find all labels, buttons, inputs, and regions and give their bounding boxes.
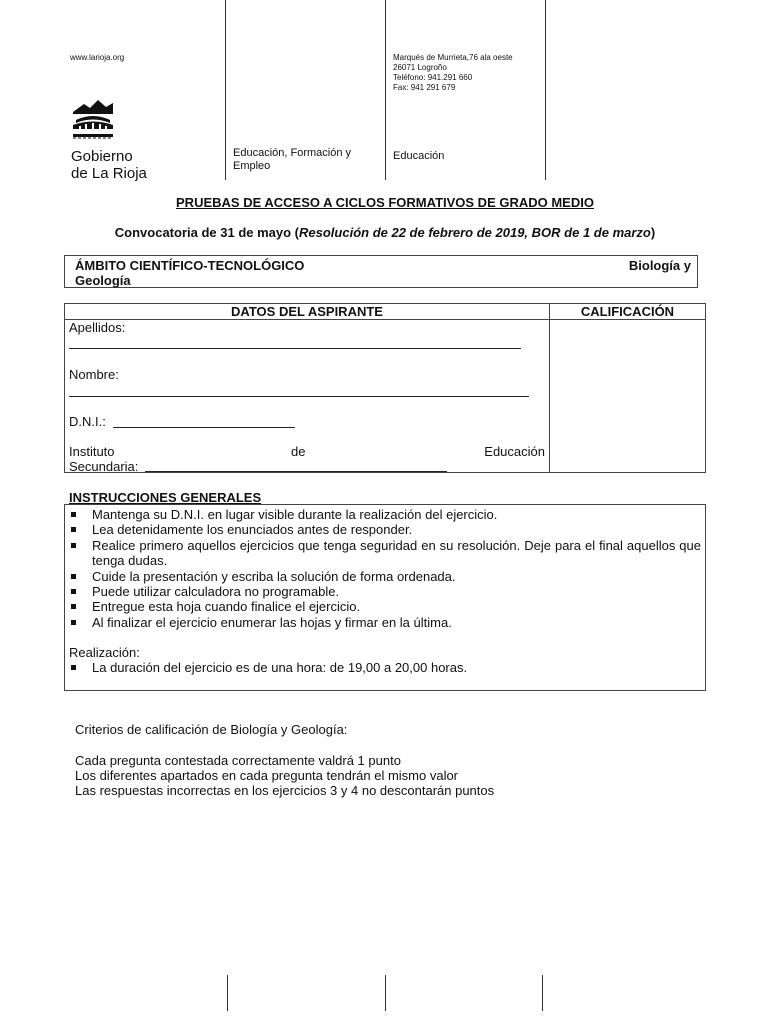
department-1 <box>233 147 351 173</box>
address-line-2: 26071 Logroño <box>393 63 447 72</box>
criterios-line-3: Las respuestas incorrectas en los ejercicios 3 y 4 no descontarán puntos <box>75 783 495 798</box>
apellidos-field[interactable] <box>69 348 521 349</box>
department-1-line2: Empleo <box>233 160 271 172</box>
ambito-box <box>64 255 698 288</box>
government-name <box>71 148 147 182</box>
dni-field[interactable] <box>113 427 295 428</box>
instituto-field[interactable] <box>145 471 447 472</box>
website-text: www.larioja.org <box>70 53 125 62</box>
datos-column-divider <box>549 304 550 472</box>
criterios-title: Criterios de calificación de Biología y Geología: <box>75 722 348 737</box>
ambito-subject-continued: Geología <box>75 273 131 288</box>
dni-label: D.N.I.: <box>69 414 106 429</box>
header-divider-1 <box>225 0 226 180</box>
header-divider-3 <box>545 0 546 180</box>
de-word: de <box>291 444 306 459</box>
instruccion-item: Entregue esta hoja cuando finalice el ejercicio. <box>65 599 701 614</box>
la-rioja-logo-icon <box>70 98 116 140</box>
government-name-line1: Gobierno <box>71 148 133 165</box>
instruccion-item: Realice primero aquellos ejercicios que tenga seguridad en su resolución. Deje para el final aquellos que tenga dudas. <box>65 538 701 569</box>
nombre-field[interactable] <box>69 396 529 397</box>
instrucciones-box <box>64 504 706 691</box>
datos-header-divider <box>65 319 705 320</box>
government-name-line2: de La Rioja <box>71 165 147 182</box>
convocatoria <box>0 225 770 240</box>
datos-header: DATOS DEL ASPIRANTE <box>231 304 383 319</box>
instrucciones-list <box>65 507 701 630</box>
convocatoria-suffix: ) <box>650 225 656 240</box>
department-2: Educación <box>393 150 445 162</box>
address-line-4: Fax: 941 291 679 <box>393 83 456 92</box>
instrucciones-title: INSTRUCCIONES GENERALES <box>69 490 262 505</box>
address-block <box>393 53 513 93</box>
apellidos-label: Apellidos: <box>69 320 126 335</box>
calificacion-header: CALIFICACIÓN <box>580 304 675 319</box>
criterios-line-1: Cada pregunta contestada correctamente valdrá 1 punto <box>75 753 401 768</box>
address-line-1: Marqués de Murrieta,76 ala oeste <box>393 53 513 62</box>
footer-divider-1 <box>227 975 228 1011</box>
realizacion-item: La duración del ejercicio es de una hora: de 19,00 a 20,00 horas. <box>65 660 701 675</box>
instruccion-item: Lea detenidamente los enunciados antes de responder. <box>65 522 701 537</box>
page-title: PRUEBAS DE ACCESO A CICLOS FORMATIVOS DE GRADO MEDIO <box>176 195 594 210</box>
ambito-subject: Biología y <box>628 258 691 273</box>
footer-divider-2 <box>385 975 386 1011</box>
convocatoria-prefix: Convocatoria de 31 de mayo ( <box>114 225 300 240</box>
instruccion-item: Puede utilizar calculadora no programable. <box>65 584 701 599</box>
realizacion-list <box>65 660 701 675</box>
footer-divider-3 <box>542 975 543 1011</box>
address-line-3: Teléfono: 941.291 660 <box>393 73 473 82</box>
instruccion-item: Al finalizar el ejercicio enumerar las hojas y firmar en la última. <box>65 615 701 630</box>
secundaria-label: Secundaria: <box>69 459 139 474</box>
instruccion-item: Mantenga su D.N.I. en lugar visible durante la realización del ejercicio. <box>65 507 701 522</box>
convocatoria-resolution: Resolución de 22 de febrero de 2019, BOR de 1 de marzo <box>299 225 651 240</box>
criterios-line-2: Los diferentes apartados en cada pregunta tendrán el mismo valor <box>75 768 459 783</box>
ambito-label: ÁMBITO CIENTÍFICO-TECNOLÓGICO <box>75 258 305 273</box>
realizacion-label: Realización: <box>69 645 140 661</box>
department-1-line1: Educación, Formación y <box>233 147 351 159</box>
nombre-label: Nombre: <box>69 367 119 382</box>
instituto-word: Instituto <box>69 444 115 459</box>
datos-aspirante-box <box>64 303 706 473</box>
instruccion-item: Cuide la presentación y escriba la solución de forma ordenada. <box>65 569 701 584</box>
educacion-word: Educación <box>484 444 545 459</box>
header-divider-2 <box>385 0 386 180</box>
